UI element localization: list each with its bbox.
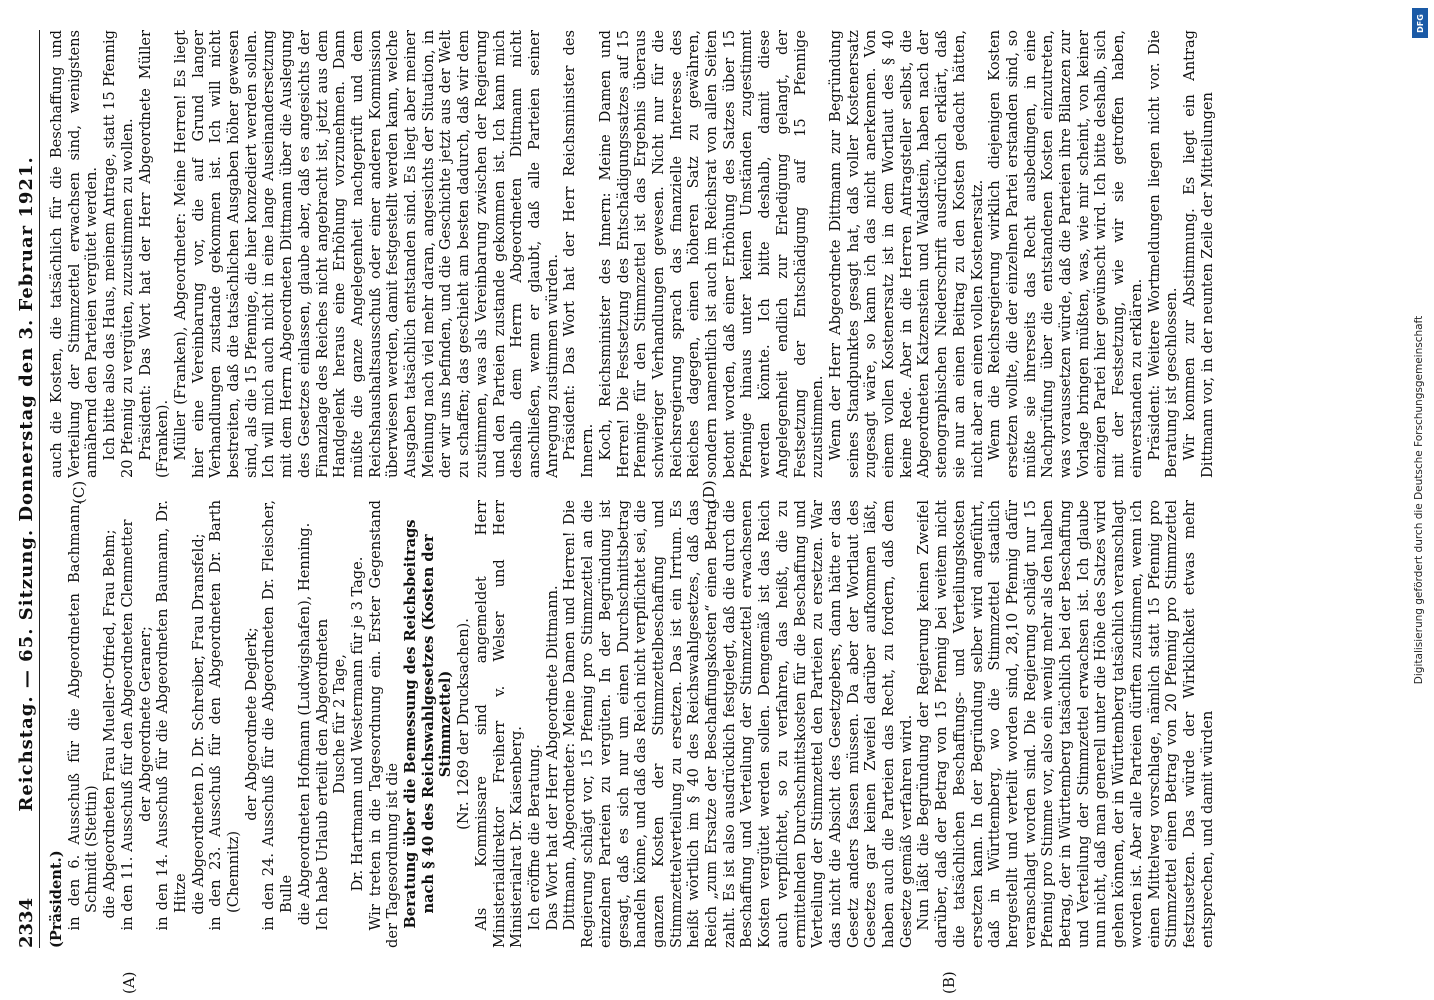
paragraph: Dusche für 2 Tage, (331, 654, 349, 794)
paragraph: auch die Kosten, die tatsächlich für die Beschaffung und Verteilung der Stimmzettel erwachsen sind, wenigstens annähernd den Parteien vergütet werden. (48, 30, 101, 478)
digitization-credit (1404, 0, 1434, 1000)
paragraph: in den 24. Ausschuß für die Abgeordneten Dr. Fleischer, Bulle (260, 500, 296, 931)
speech-paragraph: Wenn die Reichsregierung wirklich diejenigen Kosten ersetzen wollte, die der einzelnen Partei erstanden sind, so müßte sie ihrerseits das Recht ausbedingen, in eine Nachprüfung über die entstandenen Kosten einzutreten, was voraussetzen würde, daß die Parteien ihre Bilanzen zur Vorlage bringen müßten, was, wie mir scheint, von keiner einzigen Partei hier gewünscht wird. Ich bitte deshalb, sich mit der Festsetzung, wie wir sie getroffen haben, einverstanden zu erklären. (986, 30, 1145, 478)
president-remark: Präsident: Das Wort hat der Herr Abgeordnete Müller (Franken). (136, 30, 172, 478)
right-column (48, 30, 1390, 478)
dfg-logo (1412, 8, 1428, 38)
speech-paragraph: Müller (Franken), Abgeordneter: Meine Herren! Es liegt hier eine Vereinbarung vor, die auf Grund langer Verhandlungen zustande gekommen ist. Ich will nicht bestreiten, daß die tatsächlichen Ausgaben höher gewesen sind, als die 15 Pfennige, die hier konzediert werden sollen. Ich will mich auch nicht in eine lange Auseinandersetzung mit dem Herrn Abgeordneten Dittmann über die Auslegung des Gesetzes einlassen, glaube aber, daß es angesichts der Finanzlage des Reiches nicht angebracht ist, jetzt aus dem Handgelenk heraus eine Erhöhung vorzunehmen. Dann müßte die ganze Angelegenheit nachgeprüft und dem Reichshaushaltsausschuß oder einer anderen Kommission überwiesen werden, damit festgestellt werden kann, welche Ausgaben tatsächlich entstanden sind. Es liegt aber meiner Meinung nach viel mehr daran, angesichts der Situation, in der wir uns befinden, und die Geschichte jetzt aus der Welt zu schaffen; das geschieht am besten dadurch, daß wir dem zustimmen, was als Vereinbarung zwischen der Regierung und den Parteien zustande gekommen ist. Ich kann mich deshalb dem Herrn Abgeordneten Dittmann nicht anschließen, wenn er glaubt, daß alle Parteien seiner Anregung zustimmen würden. (171, 30, 561, 478)
paragraph: in den 6. Ausschuß für die Abgeordneten Bachmann, Schmidt (Stettin) (65, 500, 101, 931)
speech-paragraph: Koch, Reichsminister des Innern: Meine Damen und Herren! Die Festsetzung des Entschädigungssatzes auf 15 Pfennige für den Stimmzettel ist das Ergebnis überaus schwieriger Verhandlungen gewesen. Nicht nur für die Reichsregierung sprach das finanzielle Interesse des Reiches dagegen, einen höheren Satz zu gewähren, sondern namentlich ist auch im Reichsrat von allen Seiten betont worden, daß einer Erhöhung des Satzes über 15 Pfennige hinaus unter keinen Umständen zugestimmt werden könnte. Ich bitte deshalb, damit diese Angelegenheit endlich zur Erledigung gelangt, der Festsetzung der Entschädigung auf 15 Pfennige zuzustimmen. (596, 30, 827, 478)
page-header (16, 30, 40, 948)
paragraph: die Abgeordneten D. Dr. Schreiber, Frau Dransfeld; (189, 533, 207, 915)
paragraph: (Nr. 1269 der Drucksachen). (455, 618, 473, 830)
paragraph: Das Wort hat der Herr Abgeordnete Dittmann. (543, 585, 561, 931)
dfg-logo-text: DFG (1415, 13, 1425, 33)
margin-marker-d: (D) (700, 480, 718, 504)
paragraph: der Abgeordnete Deglerk; (242, 627, 260, 821)
margin-marker-a: (A) (120, 971, 138, 994)
paragraph: Wir kommen zur Abstimmung. Es liegt ein Antrag Dittmann vor, in der neunten Zeile der Mitteilungen (1181, 30, 1216, 478)
page-number: 2334 (16, 897, 37, 948)
margin-marker-c: (C) (70, 480, 88, 504)
paragraph: der Abgeordnete Geraner; (136, 626, 154, 822)
paragraph: in den 11. Ausschuß für den Abgeordneten Clemmetter (118, 519, 136, 931)
text-columns (48, 30, 1390, 948)
digitization-credit-text: Digitalisierung gefördert durch die Deutsche Forschungsgemeinschaft (1413, 315, 1426, 685)
left-column (48, 500, 1390, 948)
paragraph: (Präsident.) (48, 850, 65, 948)
speech-paragraph: Dittmann, Abgeordneter: Meine Damen und Herren! Die Regierung schlägt vor, 15 Pfennig pro Stimmzettel an die einzelnen Parteien zu vergüten. In der Begründung ist gesagt, daß es sich nur um einen Durchschnittsbetrag handeln könne, und daß das Reich nicht verpflichtet sei, die ganzen Kosten der Stimmzettelbeschaffung und Stimmzettelverteilung zu ersetzen. Das ist ein Irrtum. Es heißt wörtlich im § 40 des Reichswahlgesetzes, daß das Reich „zum Ersatze der Beschaffungskosten“ einen Betrag zahlt. Es ist also ausdrücklich festgelegt, daß die durch die Beschaffung und Verteilung der Stimmzettel erwachsenen Kosten vergütet werden sollen. Demgemäß ist das Reich auch verpflichtet, so zu verfahren, das heißt, die zu ermittelnden Durchschnittskosten für die Beschaffung und Verteilung der Stimmzettel den Parteien zu ersetzen. War das nicht die Absicht des Gesetzgebers, dann hätte er das Gesetz anders fassen müssen. Da aber der Wortlaut des Gesetzes gar keinen Zweifel darüber aufkommen läßt, haben auch die Parteien das Recht, zu fordern, daß dem Gesetze gemäß verfahren wird. (561, 500, 915, 948)
president-remark: Präsident: Das Wort hat der Herr Reichsminister des Innern. (561, 30, 597, 478)
paragraph: Dr. Hartmann und Westermann für je 3 Tage. (348, 556, 366, 892)
paragraph: Ich eröffne die Beratung. (525, 744, 543, 931)
paragraph: in den 23. Ausschuß für den Abgeordneten Dr. Barth (Chemnitz) (207, 500, 243, 931)
paragraph: Als Kommissare sind angemeldet Herr Ministerialdirektor Freiherr v. Welser und Herr Ministerialrat Dr. Kaisenberg. (472, 500, 526, 948)
speech-paragraph: Wenn der Herr Abgeordnete Dittmann zur Begründung seines Standpunktes gesagt hat, daß voller Kostenersatz zugesagt wäre, so kann ich das nicht anerkennen. Von einem vollen Kostenersatz ist in dem Wortlaut des § 40 keine Rede. Aber in die Herren Antragsteller selbst, die Abgeordneten Katzenstein und Waldstein, haben nach der stenographischen Niederschrift ausdrücklich erklärt, daß sie nur an einen Beitrag zu den Kosten gedacht hätten, nicht aber an einen vollen Kostenersatz. (826, 30, 986, 478)
paragraph: Ich habe Urlaub erteilt den Abgeordneten (313, 618, 331, 931)
paragraph: Ich bitte also das Haus, meinem Antrage, statt 15 Pfennig 20 Pfennig zu vergüten, zuzustimmen zu wollen. (101, 30, 136, 478)
page-title: Reichstag. — 65. Sitzung. Donnerstag den 3. Februar 1921. (16, 156, 37, 812)
paragraph: die Abgeordneten Frau Mueller-Otfried, Frau Behm; (101, 529, 119, 919)
paragraph: Wir treten in die Tagesordnung ein. Erster Gegenstand der Tagesordnung ist die (366, 500, 402, 948)
speech-paragraph: Nun läßt die Begründung der Regierung keinen Zweifel darüber, daß der Betrag von 15 Pfennig bei weitem nicht die tatsächlichen Beschaffungs- und Verteilungskosten ersetzen kann. In der Begründung selber wird angeführt, daß in Württemberg, wo die Stimmzettel staatlich hergestellt und verteilt worden sind, 28,10 Pfennig dafür veranschlagt worden sind. Die Regierung schlägt nur 15 Pfennig pro Stimme vor, also ein wenig mehr als den halben Betrag, der in Württemberg tatsächlich bei der Beschaffung und Verteilung der Stimmzettel erwachsen ist. Ich glaube nun nicht, daß man generell unter die Höhe des Satzes wird gehen können, der in Württemberg tatsächlich veranschlagt worden ist. Aber alle Parteien dürften zustimmen, wenn ich einen Mittelweg vorschlage, nämlich statt 15 Pfennig pro Stimmzettel einen Betrag von 20 Pfennig pro Stimmzettel festzusetzen. Das würde der Wirklichkeit etwas mehr entsprechen, und damit würden (915, 500, 1216, 948)
agenda-item-title: Beratung über die Bemessung des Reichsbeitrags nach § 40 des Reichswahlgesetzes (Kosten der Stimmzettel) (402, 519, 455, 929)
president-remark: Präsident: Weitere Wortmeldungen liegen nicht vor. Die Beratung ist geschlossen. (1145, 30, 1181, 478)
paragraph: in den 14. Ausschuß für die Abgeordneten Baumann, Dr. Hitze (154, 500, 189, 931)
paragraph: die Abgeordneten Hofmann (Ludwigshafen), Henning. (295, 522, 313, 926)
margin-marker-b: (B) (940, 971, 958, 994)
